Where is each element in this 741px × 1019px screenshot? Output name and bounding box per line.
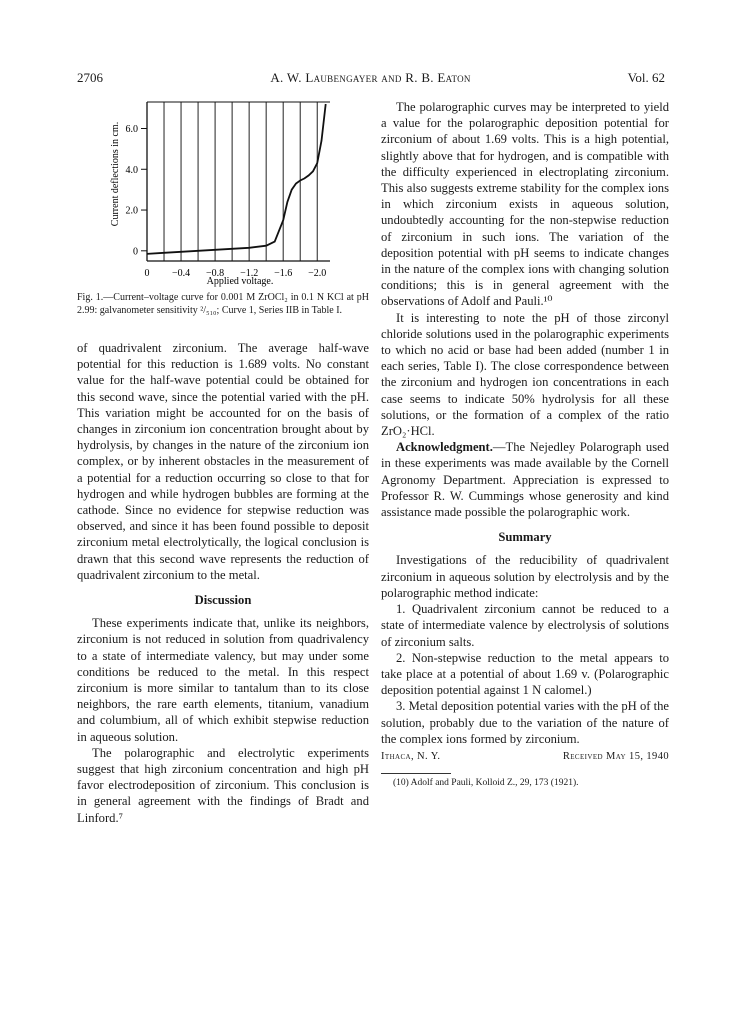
y-tick-label: 4.0 <box>125 164 138 176</box>
left-column <box>77 340 369 826</box>
x-tick-label: −2.0 <box>308 268 327 279</box>
x-axis-label: Applied voltage. <box>206 276 274 287</box>
paragraph: These experiments indicate that, unlike its neighbors, zirconium is not reduced in solution from quadrivalency to a state of intermediate valency, but may under some conditions be reduced to the metal. In this respect zirconium is more similar to tantalum than to its close neighbors, the rare earth elements, titanium, vanadium and columbium, all of which exhibit stepwise reduction in aqueous solution. <box>77 616 369 744</box>
paragraph: It is interesting to note the pH of those zirconyl chloride solutions used in the polarographic experiments to which no acid or base had been added (number 1 in each series, Table I). The close correspondence between the zirconium and hydrogen ion concentrations in each case seems to indicate 50% hydrolysis for all these solutions, or the formation of a complex of the ratio ZrO₂·HCl. <box>381 310 669 439</box>
right-column <box>381 99 669 789</box>
paragraph: The polarographic curves may be interpreted to yield a value for the polarographic deposition potential for zirconium of about 1.69 volts. This is a high potential, slightly above that for hydrogen, and is compatible with the difficulty experienced in electroplating zirconium. This also suggests extreme stability for the complex ions in which zirconium exists in aqueous solution, undoubtedly accounting for the non-stepwise reduction of zirconium in such ions. The variation of the deposition potential with pH seems to indicate changes in the nature of the complex ions with changing solution conditions; this is in general agreement with the observations of Adolf and Pauli.¹⁰ <box>381 100 669 309</box>
current-voltage-chart <box>77 96 369 292</box>
acknowledgment-text: —The Nejedley Polarograph used in these experiments was made available by the Cornell Agronomy Department. Appreciation is expressed to Professor R. W. Cummings whose generosity and kind assistance made possible the polarographic work. <box>381 440 669 520</box>
signoff <box>381 749 669 765</box>
footnote-rule <box>381 773 451 774</box>
volume-label: Vol. 62 <box>627 70 665 85</box>
summary-intro: Investigations of the reducibility of quadrivalent zirconium in aqueous solution by electrolysis and by the polarographic method indicate: <box>381 553 669 600</box>
x-tick-label: −0.4 <box>171 268 191 279</box>
acknowledgment-paragraph <box>381 439 669 520</box>
y-axis-label: Current deflections in cm. <box>110 121 121 227</box>
summary-item: 2. Non-stepwise reduction to the metal appears to take place at a potential of about 1.69 v. (Polarographic deposition potential against 1 N calomel.) <box>381 650 669 698</box>
page-number: 2706 <box>77 70 103 85</box>
figure-caption: Fig. 1.—Current–voltage curve for 0.001 M ZrOCl₂ in 0.1 N KCl at pH 2.99: galvanometer sensitivity ²/₅₁₀; Curve 1, Series IIB in Table I. <box>77 292 369 316</box>
chart-grid <box>147 102 317 261</box>
x-tick-label: −1.2 <box>240 268 259 279</box>
signoff-place: Ithaca, N. Y. <box>381 750 441 762</box>
section-heading-summary: Summary <box>498 530 552 545</box>
summary-item: 3. Metal deposition potential varies with the pH of the solution, probably due to the variation of the nature of the complex ions formed by zirconium. <box>381 699 669 746</box>
x-tick-label: 0 <box>144 268 150 279</box>
x-tick-label: −0.8 <box>206 268 225 279</box>
footnote: (10) Adolf and Pauli, Kolloid Z., 29, 173 (1921). <box>393 777 579 788</box>
current-voltage-curve <box>147 104 326 254</box>
paragraph: The polarographic and electrolytic experiments suggest that high zirconium concentration and high pH favor electrodeposition of zirconium. This conclusion is in general agreement with the findings of Bradt and Linford.⁷ <box>77 745 369 825</box>
chart-axes <box>141 102 330 261</box>
acknowledgment-lead: Acknowledgment. <box>396 440 493 455</box>
chart-series <box>147 104 326 254</box>
summary-item: 1. Quadrivalent zirconium cannot be reduced to a state of intermediate valence by electrolysis of solutions of zirconium salts. <box>381 602 669 649</box>
y-tick-label: 6.0 <box>125 124 138 135</box>
received-date: Received May 15, 1940 <box>562 750 669 762</box>
running-head-authors: A. W. Laubengayer and R. B. Eaton <box>270 70 471 85</box>
y-tick-label: 0 <box>133 246 138 258</box>
figure-1 <box>77 96 369 336</box>
paragraph: of quadrivalent zirconium. The average half-wave potential for this reduction is 1.689 volts. No constant value for the half-wave potential could be obtained for this second wave, since the potential varied with the pH. This variation might be accounted for on the basis of changes in zirconium ion concentration brought about by hydrolysis, by changes in the nature of the zirconium ion complex, or by inherent obstacles in the measurement of a potential for a reduction occurring so close to that for hydrogen and while hydrogen bubbles are forming at the cathode. Since no evidence for stepwise reduction was observed, and since it has been found possible to deposit zirconium metal electrolytically, the logical conclusion is drawn that this second wave represents the reduction of quadrivalent zirconium to the metal. <box>77 341 369 582</box>
section-heading-discussion: Discussion <box>194 593 252 608</box>
chart-tick-labels <box>126 124 327 279</box>
y-tick-label: 2.0 <box>125 205 138 217</box>
x-tick-label: −1.6 <box>274 268 293 279</box>
